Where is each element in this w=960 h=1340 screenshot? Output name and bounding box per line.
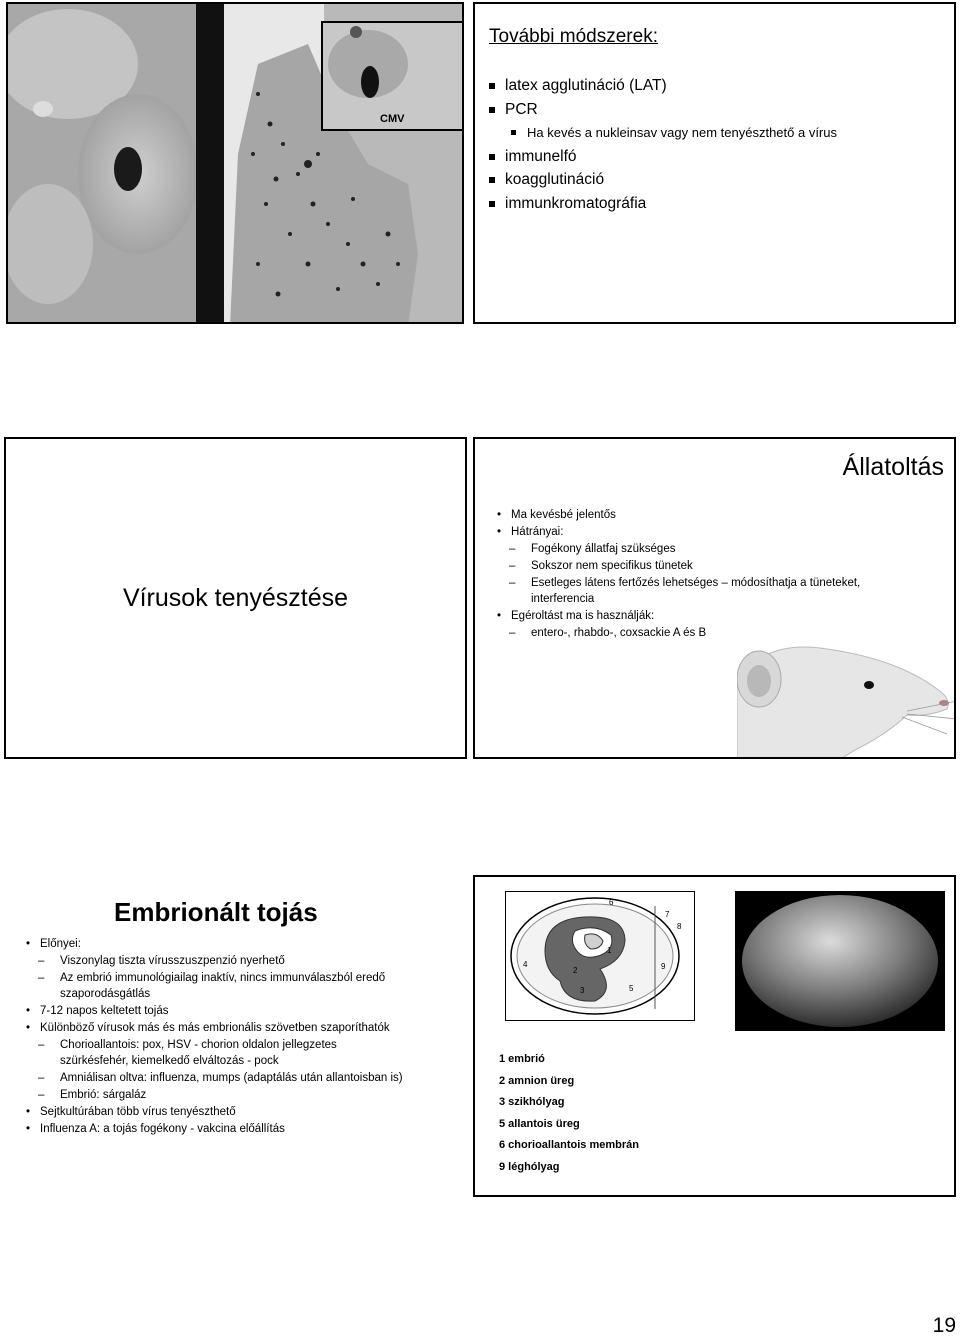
list-item: koagglutináció [489, 168, 837, 192]
slide-other-methods [473, 2, 956, 324]
method-list [489, 74, 837, 215]
bullet-line: interferencia [531, 593, 595, 605]
legend-item: 9 léghólyag [499, 1161, 560, 1173]
slide-embryonated-egg [4, 875, 467, 1197]
bullet-line: • Különböző vírusok más és más embrionális szövetben szaporíthatók [40, 1022, 390, 1034]
list-item: immunelfó [489, 145, 837, 169]
bullet-line: – Fogékony állatfaj szükséges [531, 543, 675, 555]
diagram-label: 1 [607, 946, 612, 955]
list-item-sub: Ha kevés a nukleinsav vagy nem tenyészthető a vírus [489, 121, 837, 145]
diagram-label: 6 [609, 898, 614, 907]
bullet-line: – Sokszor nem specifikus tünetek [531, 560, 693, 572]
bullet-line: • 7-12 napos keltetett tojás [40, 1005, 169, 1017]
bullet-line: szürkésfehér, kiemelkedő elváltozás - pock [60, 1055, 279, 1067]
legend-item: 6 chorioallantois membrán [499, 1139, 639, 1151]
egg-candling-photo [735, 891, 945, 1031]
legend-item: 5 allantois üreg [499, 1118, 580, 1130]
mouse-image [737, 639, 956, 759]
bullet-line: • Előnyei: [40, 938, 81, 950]
bullet-line: • Sejtkultúrában több vírus tenyészthető [40, 1106, 236, 1118]
diagram-label: 2 [573, 966, 578, 975]
bullet-line: – Embrió: sárgaláz [60, 1089, 146, 1101]
legend-item: 1 embrió [499, 1053, 545, 1065]
diagram-label: 5 [629, 984, 634, 993]
list-item: latex agglutináció (LAT) [489, 74, 837, 98]
egg-anatomy-diagram [505, 891, 695, 1021]
list-item: immunkromatográfia [489, 192, 837, 216]
diagram-label: 4 [523, 960, 528, 969]
slide-animal-inoculation [473, 437, 956, 759]
bullet-line: • Influenza A: a tojás fogékony - vakcina előállítás [40, 1123, 285, 1135]
list-item: PCR [489, 98, 837, 122]
bullet-line: • Egéroltást ma is használják: [511, 610, 654, 622]
slide-title: További módszerek: [489, 26, 658, 47]
diagram-label: 8 [677, 922, 682, 931]
slide-virus-culture [4, 437, 467, 759]
slide-title: Állatoltás [842, 453, 944, 481]
legend-item: 2 amnion üreg [499, 1075, 575, 1087]
diagram-label: 3 [580, 986, 585, 995]
bullet-line: – Amniálisan oltva: influenza, mumps (adaptálás után allantoisban is) [60, 1072, 403, 1084]
bullet-line: – entero-, rhabdo-, coxsackie A és B [531, 627, 706, 639]
bullet-line: – Viszonylag tiszta vírusszuszpenzió nyerhető [60, 955, 285, 967]
bullet-line: – Az embrió immunológiailag inaktív, nincs immunválaszból eredő [60, 972, 385, 984]
diagram-label: 7 [665, 910, 670, 919]
bullet-line: szaporodásgátlás [60, 988, 151, 1000]
page-number: 19 [932, 1314, 956, 1337]
cmv-micrograph-slide [6, 2, 464, 324]
bullet-line: • Hátrányai: [511, 526, 563, 538]
legend-item: 3 szikhólyag [499, 1096, 565, 1108]
slide-title: Vírusok tenyésztése [122, 584, 349, 612]
diagram-label: 9 [661, 962, 666, 971]
bullet-line: – Chorioallantois: pox, HSV - chorion oldalon jellegzetes [60, 1039, 337, 1051]
bullet-line: – Esetleges látens fertőzés lehetséges – módosíthatja a tüneteket, [531, 577, 860, 589]
bullet-line: • Ma kevésbé jelentős [511, 509, 616, 521]
cmv-label: CMV [380, 113, 405, 125]
cmv-micrograph [8, 4, 464, 324]
slide-egg-diagram [473, 875, 956, 1197]
slide-title: Embrionált tojás [114, 897, 318, 927]
